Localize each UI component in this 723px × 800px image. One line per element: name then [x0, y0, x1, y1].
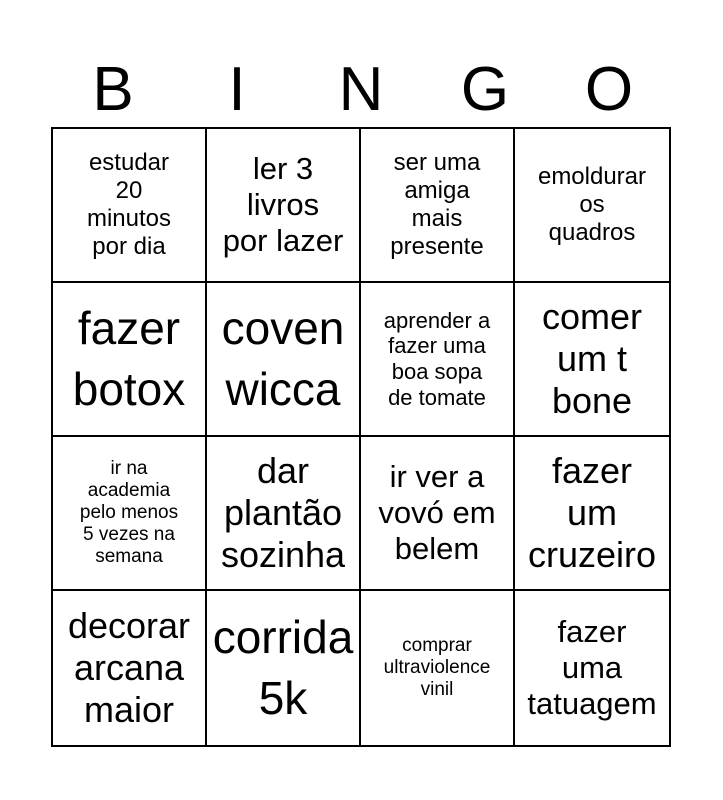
cell-text: aprender a fazer uma boa sopa de tomate: [383, 307, 491, 410]
cell-text: ir na academia pelo menos 5 vezes na semana: [79, 457, 179, 568]
cell-text: ir ver a vovó em belem: [378, 459, 496, 566]
cell-text: fazer botox: [72, 302, 186, 415]
bingo-cell-r2c1[interactable]: [53, 283, 207, 437]
bingo-cell-r3c1[interactable]: [53, 437, 207, 591]
cell-text: corrida 5k: [212, 611, 354, 724]
header-letter-i: I: [228, 55, 246, 124]
bingo-cell-r4c3[interactable]: [361, 591, 515, 745]
bingo-cell-r4c2[interactable]: [207, 591, 361, 745]
bingo-cell-r3c2[interactable]: [207, 437, 361, 591]
cell-text: ler 3 livros por lazer: [222, 151, 344, 258]
header-letter-o: O: [584, 55, 634, 124]
bingo-cell-r2c3[interactable]: [361, 283, 515, 437]
header-letter-g: G: [460, 55, 510, 124]
bingo-board: [51, 127, 671, 747]
bingo-cell-r1c3[interactable]: [361, 129, 515, 283]
cell-text: comer um t bone: [541, 296, 643, 421]
bingo-cell-r2c2[interactable]: [207, 283, 361, 437]
bingo-cell-r3c3[interactable]: [361, 437, 515, 591]
cell-text: comprar ultraviolence vinil: [383, 634, 491, 701]
cell-text: dar plantão sozinha: [220, 450, 346, 575]
cell-text: ser uma amiga mais presente: [390, 149, 484, 260]
bingo-cell-r3c4[interactable]: [515, 437, 669, 591]
cell-text: fazer um cruzeiro: [527, 450, 657, 575]
cell-text: coven wicca: [221, 302, 345, 415]
cell-text: decorar arcana maior: [67, 605, 191, 730]
cell-text: estudar 20 minutos por dia: [86, 149, 172, 260]
bingo-header: [51, 52, 671, 128]
header-letter-b: B: [92, 55, 134, 124]
header-letter-n: N: [338, 55, 384, 124]
bingo-cell-r1c1[interactable]: [53, 129, 207, 283]
bingo-cell-r2c4[interactable]: [515, 283, 669, 437]
bingo-cell-r4c1[interactable]: [53, 591, 207, 745]
cell-text: fazer uma tatuagem: [527, 614, 657, 721]
bingo-cell-r1c2[interactable]: [207, 129, 361, 283]
bingo-cell-r4c4[interactable]: [515, 591, 669, 745]
cell-text: emoldurar os quadros: [537, 163, 647, 246]
bingo-cell-r1c4[interactable]: [515, 129, 669, 283]
